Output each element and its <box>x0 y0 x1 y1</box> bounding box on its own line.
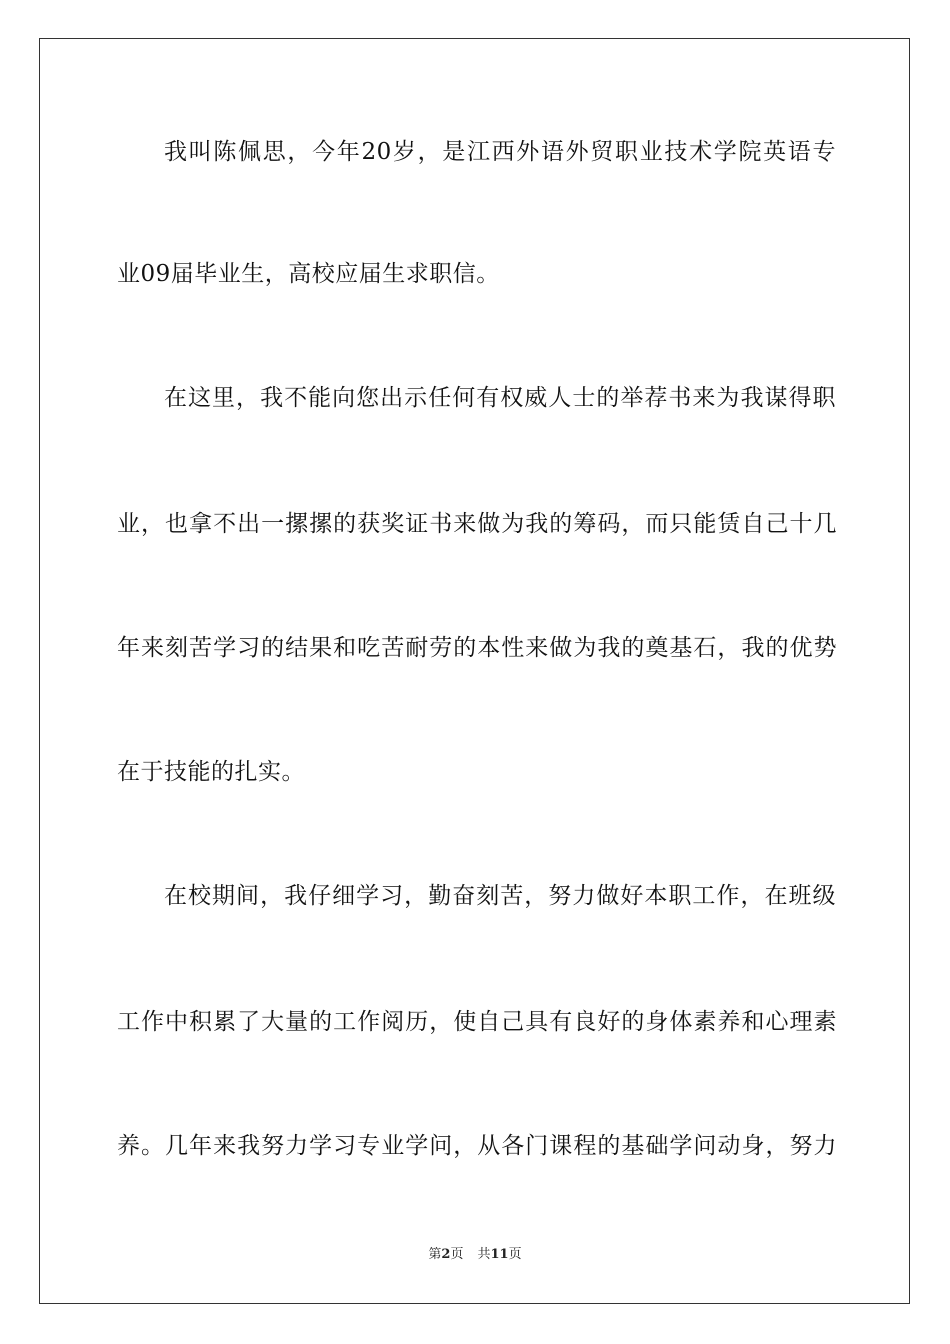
paragraph-2-line-4: 在于技能的扎实。 <box>117 759 305 785</box>
total-pages: 11 <box>490 1247 509 1262</box>
total-pages-label: 共11页 <box>477 1247 522 1262</box>
paragraph-3-line-3: 养。几年来我努力学习专业学问，从各门课程的基础学问动身，努力 <box>117 1133 837 1159</box>
paragraph-1-line-2: 业09届毕业生，高校应届生求职信。 <box>117 261 500 287</box>
paragraph-3-line-2: 工作中积累了大量的工作阅历，使自己具有良好的身体素养和心理素 <box>117 1009 837 1035</box>
page-footer <box>0 1246 950 1264</box>
paragraph-2-line-2: 业，也拿不出一摞摞的获奖证书来做为我的筹码，而只能赁自己十几 <box>117 511 837 537</box>
paragraph-2-line-1: 在这里，我不能向您出示任何有权威人士的举荐书来为我谋得职 <box>164 385 836 411</box>
page-label: 第2页 <box>428 1247 464 1262</box>
page-number: 2 <box>441 1247 451 1262</box>
paragraph-2-line-3: 年来刻苦学习的结果和吃苦耐劳的本性来做为我的奠基石，我的优势 <box>117 635 837 661</box>
paragraph-1-line-1: 我叫陈佩思，今年20岁，是江西外语外贸职业技术学院英语专 <box>164 139 836 165</box>
paragraph-3-line-1: 在校期间，我仔细学习，勤奋刻苦，努力做好本职工作，在班级 <box>164 883 836 909</box>
page-border <box>39 38 910 1304</box>
